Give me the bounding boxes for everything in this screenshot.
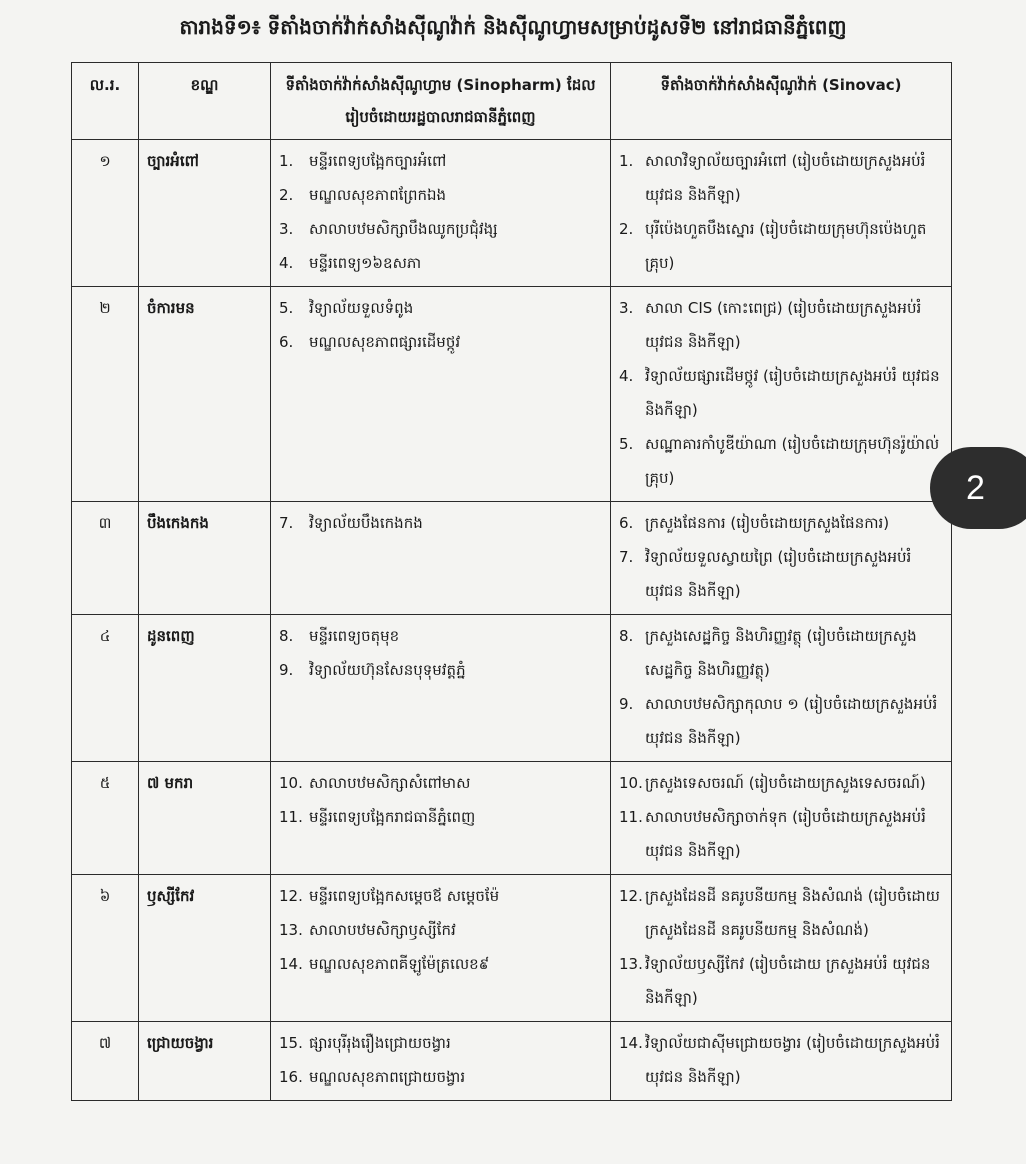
site-number: 2. <box>279 186 294 204</box>
sinopharm-site-item <box>279 879 602 913</box>
site-number: 9. <box>619 695 634 713</box>
site-name: វិទ្យាល័យហ៊ុនសែនបុទុមវត្តភ្នំ <box>309 661 466 679</box>
site-name: ក្រសួងដែនដី នគរូបនីយកម្ម និងសំណង់ (រៀបចំដោយក្រសួងដែនដី នគរូបនីយកម្ម និងសំណង់) <box>645 887 940 939</box>
sinovac-site-item <box>619 144 943 212</box>
sinovac-site-item <box>619 506 943 540</box>
district-name: ចំការមន <box>139 287 271 502</box>
sinovac-sites-cell <box>611 875 952 1022</box>
sinopharm-site-item <box>279 212 602 246</box>
header-sinovac: ទីតាំងចាក់វ៉ាក់សាំងស៊ីណូវ៉ាក់ (Sinovac) <box>611 63 952 140</box>
district-name: ឫស្សីកែវ <box>139 875 271 1022</box>
site-name: វិទ្យាល័យទួលស្វាយព្រៃ (រៀបចំដោយក្រសួងអប់រំ យុវជន និងកីឡា) <box>645 548 912 600</box>
sinopharm-site-item <box>279 1026 602 1060</box>
site-number: 10. <box>619 774 643 792</box>
site-name: វិទ្យាល័យទួលទំពូង <box>309 299 414 317</box>
site-number: 14. <box>619 1034 643 1052</box>
sinovac-sites-cell <box>611 140 952 287</box>
row-number: ៤ <box>72 615 139 762</box>
sinovac-site-item <box>619 879 943 947</box>
table-row <box>72 875 952 1022</box>
sinovac-sites-cell <box>611 287 952 502</box>
header-district: ខណ្ឌ <box>139 63 271 140</box>
district-name: ដូនពេញ <box>139 615 271 762</box>
sinopharm-site-item <box>279 506 602 540</box>
site-number: 4. <box>619 367 634 385</box>
sinopharm-site-item <box>279 246 602 280</box>
table-row <box>72 287 952 502</box>
site-number: 12. <box>619 887 643 905</box>
site-name: សាលាបឋមសិក្សាសំពៅមាស <box>309 774 471 792</box>
site-name: បុរីប៉េងហួតបឹងស្នោរ (រៀបចំដោយក្រុមហ៊ុនប៉េងហួតគ្រុប) <box>645 220 927 272</box>
site-number: 9. <box>279 661 294 679</box>
site-name: ក្រសួងទេសចរណ៍ (រៀបចំដោយក្រសួងទេសចរណ៍) <box>645 774 926 792</box>
sinopharm-site-item <box>279 913 602 947</box>
site-name: មណ្ឌលសុខភាពព្រែកឯង <box>309 186 447 204</box>
site-number: 4. <box>279 254 294 272</box>
table-title: តារាងទី១៖ ទីតាំងចាក់វ៉ាក់សាំងស៊ីណូវ៉ាក់ និងស៊ីណូហ្វាមសម្រាប់ដូសទី២ នៅរាជធានីភ្នំពេញ <box>179 15 847 39</box>
site-number: 5. <box>619 435 634 453</box>
site-number: 5. <box>279 299 294 317</box>
site-number: 10. <box>279 774 303 792</box>
site-name: វិទ្យាល័យផ្សារដើមថ្កូវ (រៀបចំដោយក្រសួងអប់រំ យុវជន និងកីឡា) <box>645 367 940 419</box>
district-name: ជ្រោយចង្វារ <box>139 1022 271 1101</box>
site-number: 7. <box>619 548 634 566</box>
sinopharm-site-item <box>279 766 602 800</box>
sinovac-site-item <box>619 540 943 608</box>
header-row <box>72 63 952 140</box>
sinopharm-site-item <box>279 325 602 359</box>
sinopharm-sites-cell <box>271 875 611 1022</box>
header-no: ល.រ. <box>72 63 139 140</box>
sinovac-site-item <box>619 212 943 280</box>
site-number: 8. <box>279 627 294 645</box>
sinovac-site-item <box>619 687 943 755</box>
sinovac-site-item <box>619 1026 943 1094</box>
site-name: ក្រសួងសេដ្ឋកិច្ច និងហិរញ្ញវត្ថុ (រៀបចំដោយក្រសួងសេដ្ឋកិច្ច និងហិរញ្ញវត្ថុ) <box>645 627 917 679</box>
site-number: 15. <box>279 1034 303 1052</box>
site-name: សណ្ឋាគារកាំបូឌីយ៉ាណា (រៀបចំដោយក្រុមហ៊ុនរ៉ូយ៉ាល់គ្រុប) <box>645 435 940 487</box>
row-number: ៧ <box>72 1022 139 1101</box>
table-row <box>72 615 952 762</box>
site-name: មន្ទីរពេទ្យបង្អែករាជធានីភ្នំពេញ <box>309 808 476 826</box>
site-name: សាលាបឋមសិក្សាបឹងឈូកប្រជុំវង្ស <box>309 220 498 238</box>
site-name: មណ្ឌលសុខភាពជ្រោយចង្វារ <box>309 1068 466 1086</box>
sinovac-site-item <box>619 359 943 427</box>
site-name: មណ្ឌលសុខភាពគីឡូម៉ែត្រលេខ៩ <box>309 955 490 973</box>
site-name: មន្ទីរពេទ្យ១៦ឧសភា <box>309 254 422 272</box>
sinopharm-sites-cell <box>271 287 611 502</box>
row-number: ៣ <box>72 502 139 615</box>
sinovac-sites-cell <box>611 615 952 762</box>
sinovac-site-item <box>619 766 943 800</box>
sinopharm-site-item <box>279 178 602 212</box>
site-name: សាលា CIS (កោះពេជ្រ) (រៀបចំដោយក្រសួងអប់រំ យុវជន និងកីឡា) <box>645 299 922 351</box>
page-number-badge[interactable]: 2 <box>930 447 1026 529</box>
sinovac-site-item <box>619 800 943 868</box>
site-number: 13. <box>619 955 643 973</box>
district-name: ច្បារអំពៅ <box>139 140 271 287</box>
site-number: 8. <box>619 627 634 645</box>
site-number: 3. <box>619 299 634 317</box>
site-name: វិទ្យាល័យឫស្សីកែវ (រៀបចំដោយ ក្រសួងអប់រំ យុវជន និងកីឡា) <box>645 955 931 1007</box>
vaccination-sites-table <box>71 62 952 1101</box>
sinovac-site-item <box>619 619 943 687</box>
site-number: 1. <box>279 152 294 170</box>
site-number: 12. <box>279 887 303 905</box>
sinovac-sites-cell <box>611 1022 952 1101</box>
site-number: 1. <box>619 152 634 170</box>
sinopharm-site-item <box>279 653 602 687</box>
district-name: ៧ មករា <box>139 762 271 875</box>
site-name: សាលាវិទ្យាល័យច្បារអំពៅ (រៀបចំដោយក្រសួងអប់រំ យុវជន និងកីឡា) <box>645 152 926 204</box>
sinopharm-sites-cell <box>271 1022 611 1101</box>
sinovac-sites-cell <box>611 502 952 615</box>
header-sinopharm: ទីតាំងចាក់វ៉ាក់សាំងស៊ីណូហ្វាម (Sinopharm) ដែលរៀបចំដោយរដ្ឋបាលរាជធានីភ្នំពេញ <box>271 63 611 140</box>
sinopharm-sites-cell <box>271 140 611 287</box>
sinovac-site-item <box>619 947 943 1015</box>
site-number: 2. <box>619 220 634 238</box>
site-name: វិទ្យាល័យបឹងកេងកង <box>309 514 423 532</box>
table-row <box>72 1022 952 1101</box>
sinovac-site-item <box>619 427 943 495</box>
site-number: 6. <box>279 333 294 351</box>
site-number: 13. <box>279 921 303 939</box>
site-number: 14. <box>279 955 303 973</box>
site-number: 6. <box>619 514 634 532</box>
sinopharm-sites-cell <box>271 762 611 875</box>
site-name: វិទ្យាល័យជាស៊ីមជ្រោយចង្វារ (រៀបចំដោយក្រសួងអប់រំ យុវជន និងកីឡា) <box>645 1034 940 1086</box>
sinopharm-site-item <box>279 947 602 981</box>
sinopharm-sites-cell <box>271 615 611 762</box>
site-number: 7. <box>279 514 294 532</box>
site-number: 11. <box>279 808 303 826</box>
sinopharm-site-item <box>279 1060 602 1094</box>
site-name: មន្ទីរពេទ្យចតុមុខ <box>309 627 400 645</box>
sinopharm-site-item <box>279 800 602 834</box>
site-name: ក្រសួងផែនការ (រៀបចំដោយក្រសួងផែនការ) <box>645 514 890 532</box>
sinovac-sites-cell <box>611 762 952 875</box>
table-row <box>72 502 952 615</box>
sinopharm-site-item <box>279 144 602 178</box>
site-name: សាលាបឋមសិក្សាកុលាប ១ (រៀបចំដោយក្រសួងអប់រំ យុវជន និងកីឡា) <box>645 695 938 747</box>
sinopharm-site-item <box>279 619 602 653</box>
row-number: ២ <box>72 287 139 502</box>
sinovac-site-item <box>619 291 943 359</box>
sinopharm-site-item <box>279 291 602 325</box>
table-row <box>72 762 952 875</box>
site-name: មន្ទីរពេទ្យបង្អែកច្បារអំពៅ <box>309 152 447 170</box>
site-name: សាលាបឋមសិក្សាចាក់ទុក (រៀបចំដោយក្រសួងអប់រំ យុវជន និងកីឡា) <box>645 808 926 860</box>
row-number: ៦ <box>72 875 139 1022</box>
row-number: ១ <box>72 140 139 287</box>
site-number: 16. <box>279 1068 303 1086</box>
site-name: មណ្ឌលសុខភាពផ្សារដើមថ្កូវ <box>309 333 461 351</box>
site-name: ផ្សារបុរីរុងរឿងជ្រោយចង្វារ <box>309 1034 451 1052</box>
sinopharm-sites-cell <box>271 502 611 615</box>
district-name: បឹងកេងកង <box>139 502 271 615</box>
site-number: 3. <box>279 220 294 238</box>
site-number: 11. <box>619 808 643 826</box>
site-name: មន្ទីរពេទ្យបង្អែកសម្តេចឪ សម្តេចម៉ែ <box>309 887 500 905</box>
table-row <box>72 140 952 287</box>
row-number: ៥ <box>72 762 139 875</box>
table-body <box>72 140 952 1101</box>
site-name: សាលាបឋមសិក្សាឫស្សីកែវ <box>309 921 456 939</box>
